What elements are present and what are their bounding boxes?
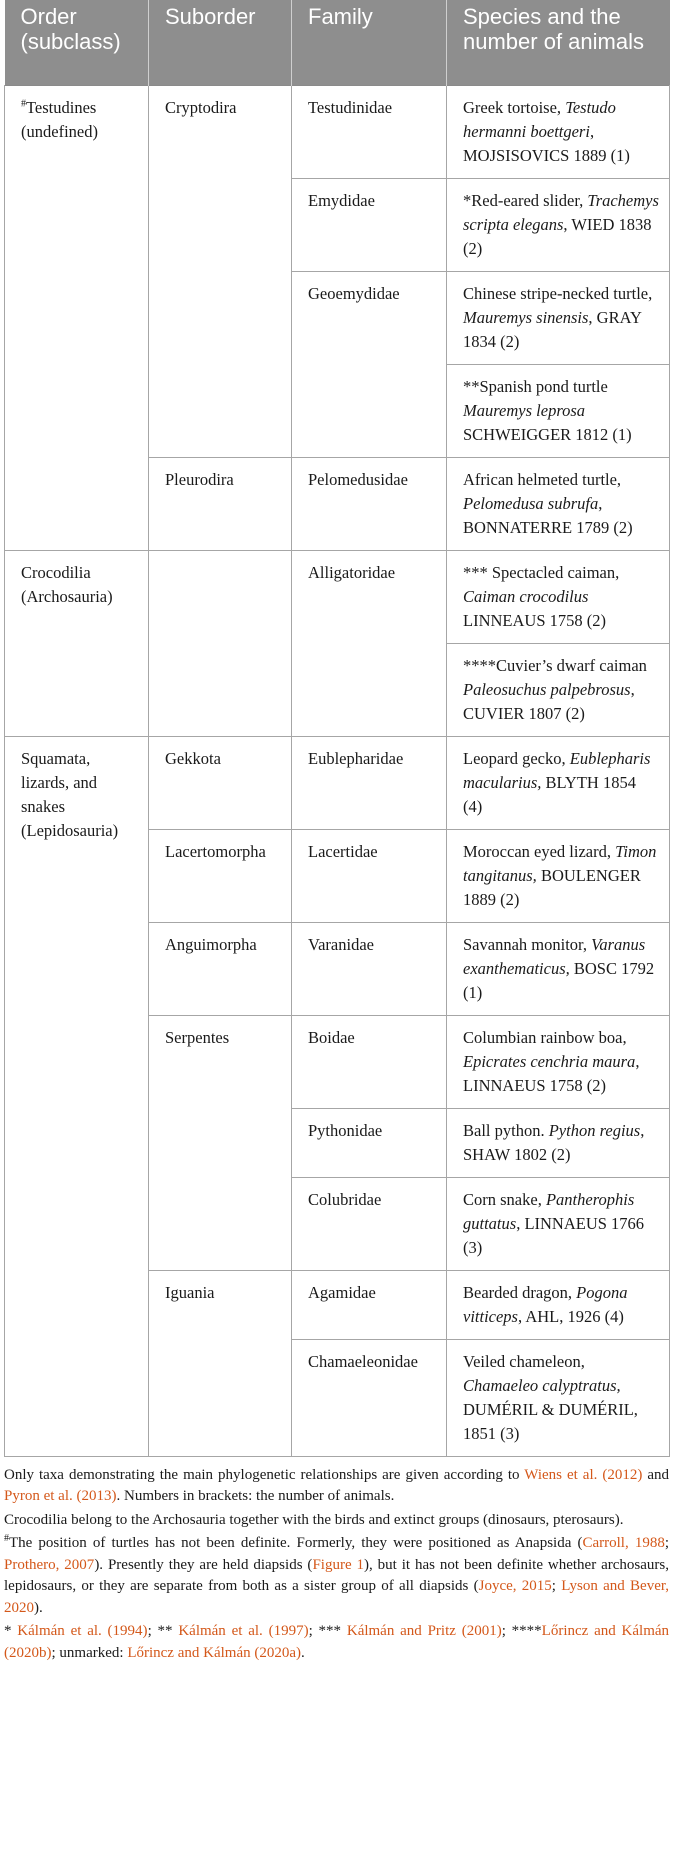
family-cell: Pythonidae: [292, 1108, 447, 1177]
suborder-cell: Anguimorpha: [149, 922, 292, 1015]
reference-link[interactable]: Lőrincz and Kálmán (2020b): [4, 1623, 670, 1661]
family-cell: Geoemydidae: [292, 271, 447, 457]
reference-link[interactable]: Lőrincz and Kálmán (2020a): [127, 1644, 302, 1661]
figure-link[interactable]: Figure 1: [312, 1556, 365, 1573]
footnote-4: * Kálmán et al. (1994); ** Kálmán et al. (1997); *** Kálmán and Pritz (2001); ****Lőrincz and Kálmán (2020b); unmarked: Lőrincz and Kálmán (2020a).: [4, 1623, 670, 1661]
suborder-cell: Iguania: [149, 1270, 292, 1456]
reference-link[interactable]: Kálmán and Pritz (2001): [346, 1623, 502, 1639]
family-cell: Colubridae: [292, 1177, 447, 1270]
suborder-cell: Gekkota: [149, 736, 292, 829]
species-cell: Leopard gecko, Eublepharis macularius, BLYTH 1854 (4): [447, 736, 670, 829]
taxonomy-table-page: [4, 0, 669, 1666]
suborder-cell: Cryptodira: [149, 85, 292, 457]
header-order: Order (subclass): [5, 0, 149, 85]
reference-link[interactable]: Prothero, 2007: [4, 1556, 95, 1573]
table-row: [5, 736, 670, 829]
reference-link[interactable]: Joyce, 2015: [478, 1578, 552, 1594]
family-cell: Alligatoridae: [292, 550, 447, 736]
species-cell: African helmeted turtle, Pelomedusa subrufa, BONNATERRE 1789 (2): [447, 457, 670, 550]
family-cell: Testudinidae: [292, 85, 447, 178]
family-cell: Varanidae: [292, 922, 447, 1015]
table-header-row: [5, 0, 670, 85]
hash-mark: #: [21, 98, 26, 109]
species-cell: Veiled chameleon, Chamaeleo calyptratus, DUMÉRIL & DUMÉRIL, 1851 (3): [447, 1339, 670, 1456]
species-cell: *** Spectacled caiman, Caiman crocodilus LINNEAUS 1758 (2): [447, 550, 670, 643]
species-cell: Bearded dragon, Pogona vitticeps, AHL, 1926 (4): [447, 1270, 670, 1339]
reference-link[interactable]: Wiens et al. (2012): [524, 1466, 643, 1483]
order-cell: Squamata, lizards, and snakes (Lepidosauria): [5, 736, 149, 1456]
table-row: [5, 85, 670, 178]
species-cell: ****Cuvier’s dwarf caiman Paleosuchus palpebrosus, CUVIER 1807 (2): [447, 643, 670, 736]
species-cell: Greek tortoise, Testudo hermanni boettgeri, MOJSISOVICS 1889 (1): [447, 85, 670, 178]
reference-link[interactable]: Lyson and Bever, 2020: [4, 1578, 669, 1616]
family-cell: Emydidae: [292, 178, 447, 271]
species-cell: *Red-eared slider, Trachemys scripta elegans, WIED 1838 (2): [447, 178, 670, 271]
suborder-cell: Lacertomorpha: [149, 829, 292, 922]
family-cell: Pelomedusidae: [292, 457, 447, 550]
order-cell: #Testudines (undefined): [5, 85, 149, 550]
species-cell: **Spanish pond turtle Mauremys leprosa SCHWEIGGER 1812 (1): [447, 364, 670, 457]
footnote-3: #The position of turtles has not been definite. Formerly, they were positioned as Anapsida (Carroll, 1988; Prothero, 2007). Presently they are held diapsids (Figure 1), but it has not been definite whether archosaurs, lepidosaurs, or they are separate from both as a sister group of all diapsids (Joyce, 2015; Lyson and Bever, 2020).: [4, 1533, 669, 1616]
species-cell: Corn snake, Pantherophis guttatus, LINNAEUS 1766 (3): [447, 1177, 670, 1270]
table-row: [5, 550, 670, 643]
family-cell: Chamaeleonidae: [292, 1339, 447, 1456]
table-footnotes: [4, 1457, 669, 1665]
header-family: Family: [292, 0, 447, 85]
footnote-2: Crocodilia belong to the Archosauria together with the birds and extinct groups (dinosaurs, pterosaurs).: [4, 1511, 624, 1528]
taxonomy-table: [4, 0, 670, 1457]
order-cell: Crocodilia (Archosauria): [5, 550, 149, 736]
header-species: Species and the number of animals: [447, 0, 670, 85]
species-cell: Moroccan eyed lizard, Timon tangitanus, BOULENGER 1889 (2): [447, 829, 670, 922]
suborder-cell: [149, 550, 292, 736]
footnote-1: Only taxa demonstrating the main phylogenetic relationships are given according to Wiens et al. (2012) and Pyron et al. (2013). Numbers in brackets: the number of animals.: [4, 1466, 669, 1504]
species-cell: Columbian rainbow boa, Epicrates cenchria maura, LINNAEUS 1758 (2): [447, 1015, 670, 1108]
reference-link[interactable]: Kálmán et al. (1994): [17, 1623, 148, 1639]
reference-link[interactable]: Carroll, 1988: [582, 1535, 665, 1551]
species-cell: Savannah monitor, Varanus exanthematicus, BOSC 1792 (1): [447, 922, 670, 1015]
family-cell: Eublepharidae: [292, 736, 447, 829]
family-cell: Lacertidae: [292, 829, 447, 922]
family-cell: Boidae: [292, 1015, 447, 1108]
species-cell: Ball python. Python regius, SHAW 1802 (2): [447, 1108, 670, 1177]
family-cell: Agamidae: [292, 1270, 447, 1339]
species-cell: Chinese stripe-necked turtle, Mauremys sinensis, GRAY 1834 (2): [447, 271, 670, 364]
suborder-cell: Serpentes: [149, 1015, 292, 1270]
reference-link[interactable]: Pyron et al. (2013): [4, 1488, 117, 1504]
header-suborder: Suborder: [149, 0, 292, 85]
reference-link[interactable]: Kálmán et al. (1997): [178, 1623, 309, 1639]
suborder-cell: Pleurodira: [149, 457, 292, 550]
